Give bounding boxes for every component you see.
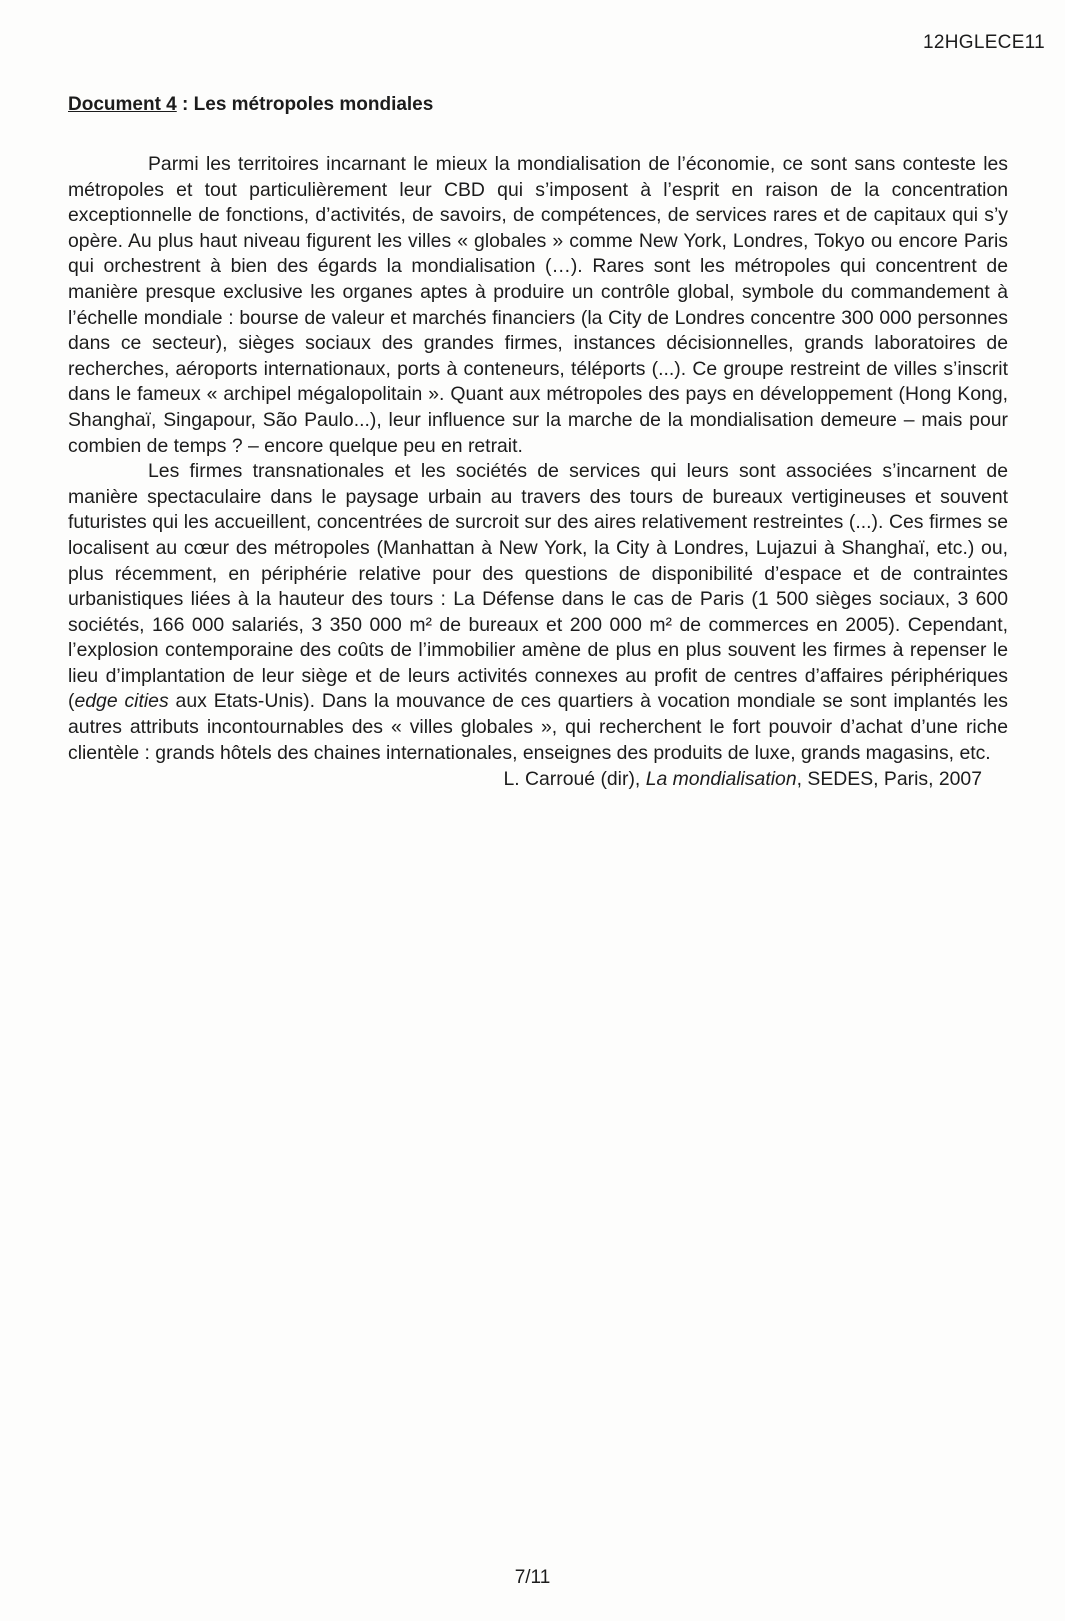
source-work-title: La mondialisation — [645, 768, 797, 791]
paragraph-2-part-1: Les firmes transnationales et les sociétés de services qui leurs sont associées s’incarnent de manière spectaculaire dans le paysage urbain au travers des tours de bureaux vertigineuses et souvent futuristes qui les accueillent, concentrées de surcroit sur des aires relativement restreintes (...). Ces firmes se localisent au cœur des métropoles (Manhattan à New York, la City à Londres, Lujazui à Shanghaï, etc.) ou, plus récemment, en périphérie relative pour des questions de disponibilité d’espace et de contraintes urbanistiques liées à la hauteur des tours : La Défense dans le cas de Paris (1 500 sièges sociaux, 3 600 sociétés, 166 000 salariés, 3 350 000 m² de bureaux et 200 000 m² de commerces en 2005). Cependant, l’explosion contemporaine des coûts de l’immobilier amène de plus en plus souvent les firmes à repenser le lieu d’implantation de leur siège et de leurs activités connexes au profit de centres d’affaires périphériques ( — [68, 460, 1008, 713]
title-separator: : — [176, 94, 194, 115]
paragraph-2-part-2: aux Etats-Unis). Dans la mouvance de ces quartiers à vocation mondiale se sont implantés les autres attributs incontournables des « villes globales », qui recherchent le fort pouvoir d’achat d’une riche clientèle : grands hôtels des chaines internationales, enseignes des produits de luxe, grands magasins, etc. — [68, 690, 1009, 764]
paragraph-2 — [68, 459, 1008, 766]
document-title-text: Les métropoles mondiales — [193, 94, 434, 115]
document-body — [68, 152, 1008, 793]
source-author: L. Carroué (dir), — [503, 768, 646, 791]
paragraph-1: Parmi les territoires incarnant le mieux la mondialisation de l’économie, ce sont sans conteste les métropoles et tout particulièrement leur CBD qui s’imposent à l’esprit en raison de la concentration exceptionnelle de fonctions, d’activités, de savoirs, de compétences, de services rares et de capitaux qui s’y opère. Au plus haut niveau figurent les villes « globales » comme New York, Londres, Tokyo ou encore Paris qui orchestrent à bien des égards la mondialisation (…). Rares sont les métropoles qui concentrent de manière presque exclusive les organes aptes à produire un contrôle global, symbole du commandement à l’échelle mondiale : bourse de valeur et marchés financiers (la City de Londres concentre 300 000 personnes dans ce secteur), sièges sociaux des grandes firmes, instances décisionnelles, grands laboratoires de recherches, aéroports internationaux, ports à conteneurs, téléports (...). Ce groupe restreint de villes s’inscrit dans le fameux « archipel mégalopolitain ». Quant aux métropoles des pays en développement (Hong Kong, Shanghaï, Singapour, São Paulo...), leur influence sur la marche de la mondialisation demeure – mais pour combien de temps ? – encore quelque peu en retrait. — [68, 153, 1008, 457]
document-label: Document 4 — [68, 94, 177, 115]
document-title — [68, 94, 433, 116]
source-citation — [68, 767, 1008, 793]
page-number: 7/11 — [514, 1567, 551, 1588]
source-publisher: , SEDES, Paris, 2007 — [796, 768, 982, 791]
exam-code: 12HGLECE11 — [923, 32, 1045, 53]
paragraph-2-italic-term: edge cities — [74, 690, 169, 713]
